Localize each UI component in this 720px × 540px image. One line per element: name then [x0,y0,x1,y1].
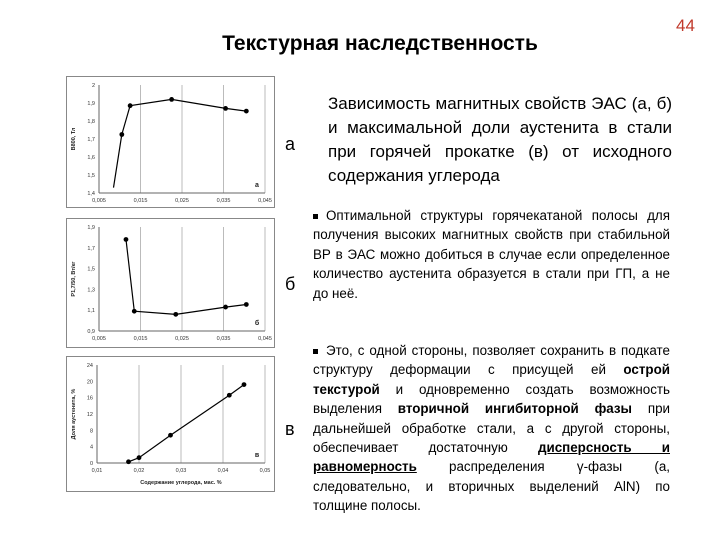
bullet-1-text: Оптимальной структуры горячекатаной полосы для получения высоких магнитных свойств при стабильной ВР в ЭАС можно добиться в случае если определенное количество аустенита образуется в стали при ГП, а не до неё. [313,208,670,301]
panel-label: а [255,182,259,189]
y-tick-label: 16 [86,395,93,402]
data-point [223,305,228,310]
y-tick-label: 1,7 [87,137,95,143]
page-number: 44 [676,16,695,35]
x-tick-label: 0,005 [92,336,106,342]
y-tick-label: 0,9 [87,329,95,335]
data-point [227,393,232,398]
y-tick-label: 1,3 [87,287,95,294]
data-point [124,237,129,242]
y-tick-label: 1,8 [87,119,95,125]
panel-label: в [254,452,260,459]
y-tick-label: 24 [86,363,93,369]
y-tick-label: 8 [89,428,93,435]
x-tick-label: 0,02 [133,468,145,474]
bullet-2-bold-3: дисперсность и равномерность [313,440,670,475]
bullet-2-bold-1: острой текстурой [313,362,670,397]
bullet-square-icon [313,214,318,219]
bullet-square-icon [313,349,318,354]
y-tick-label: 1,9 [87,225,95,231]
slide-title: Текстурная наследственность [222,32,538,55]
y-tick-label: 4 [89,444,93,451]
panel-letter-b: б [285,274,296,294]
intro-text: Зависимость магнитных свойств ЭАС (а, б) и максимальной доли аустенита в стали при горячей прокатке (в) от исходного содержания углерода [328,94,672,185]
chart-a-svg [67,77,274,207]
x-tick-label: 0,035 [216,336,231,342]
x-tick-label: 0,03 [175,468,187,474]
data-point [132,309,137,314]
x-tick-label: 0,05 [259,468,271,474]
y-tick-label: 1,9 [87,101,95,107]
x-tick-label: 0,045 [258,198,272,204]
series-line [129,385,245,462]
x-tick-label: 0,04 [217,468,229,474]
data-point [168,433,173,438]
panel-label: б [254,320,260,327]
data-point [137,455,142,460]
chart-a [66,76,275,208]
data-point [242,382,247,387]
bullet-2-bold-2: вторичной ингибиторной фазы [397,401,632,417]
x-axis-label: Содержание углерода, мас. % [140,480,222,486]
y-axis-label: P1,7/50, Вт/кг [71,261,77,297]
data-point [244,109,249,114]
bullet-2 [313,341,670,516]
chart-b [66,218,275,348]
x-tick-label: 0,005 [92,198,106,204]
data-point [119,132,124,137]
y-tick-label: 2 [91,83,95,89]
y-tick-label: 20 [86,379,93,386]
panel-letter-a: а [285,134,296,154]
y-tick-label: 1,5 [87,266,95,273]
bullet-1 [313,206,670,303]
data-point [128,103,133,108]
y-tick-label: 1,4 [87,191,95,197]
panel-letter-c: в [285,419,295,439]
series-line [126,240,246,315]
chart-b-svg [67,219,274,347]
data-point [173,312,178,317]
y-axis-label: B800, Тл [71,127,77,151]
y-axis-label: Доля аустенита, % [71,388,77,440]
bullet-2-text-4: распределения γ-фазы (а, следовательно, и вторичных выделений AlN) по толщине полосы. [313,459,670,514]
y-tick-label: 1,1 [87,308,95,315]
y-tick-label: 0 [89,461,93,467]
x-tick-label: 0,035 [216,198,231,204]
y-tick-label: 12 [86,412,93,418]
data-point [244,302,249,307]
series-line [114,99,247,187]
x-tick-label: 0,01 [91,468,103,474]
x-tick-label: 0,015 [133,198,148,204]
data-point [169,97,174,102]
x-tick-label: 0,015 [133,336,148,342]
chart-c-svg [67,357,274,491]
chart-c [66,356,275,492]
x-tick-label: 0,025 [175,336,189,342]
x-tick-label: 0,045 [258,336,272,342]
y-tick-label: 1,6 [87,155,95,161]
bullet-2-text-3: при дальнейшей обработке стали, а с другой стороны, обеспечивает достаточную [313,401,670,456]
x-tick-label: 0,025 [175,198,189,204]
bullet-2-text-2: и одновременно создать возможность выделения [313,381,670,417]
bullet-2-text-1: Это, с одной стороны, позволяет сохранить в подкате структуру деформации с присущей ей [313,343,670,378]
y-tick-label: 1,7 [87,245,95,252]
data-point [126,459,131,464]
y-tick-label: 1,5 [87,173,95,179]
data-point [223,106,228,111]
